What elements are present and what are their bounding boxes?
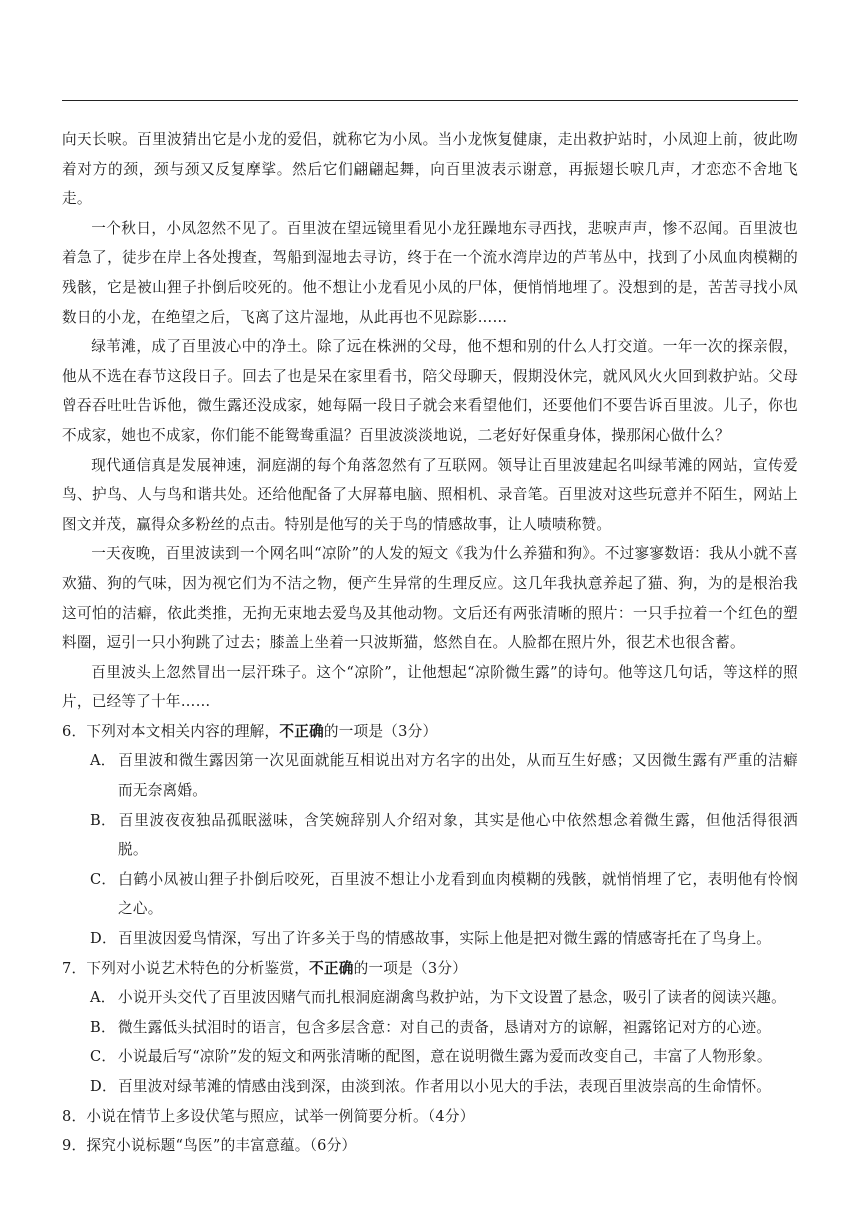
question-emphasis: 不正确 — [279, 722, 324, 740]
question-text: 探究小说标题“鸟医”的丰富意蕴。（6分） — [86, 1137, 357, 1155]
option-d — [62, 924, 798, 954]
option-text: 白鹤小凤被山狸子扑倒后咬死，百里波不想让小龙看到血肉模糊的残骸，就悄悄埋了它，表明他有怜悯之心。 — [118, 870, 798, 918]
option-letter: B． — [90, 811, 116, 829]
option-a — [62, 983, 798, 1013]
header-rule — [62, 100, 798, 101]
question-7 — [62, 954, 798, 1102]
question-stem — [62, 1131, 798, 1161]
question-number: 7． — [62, 959, 87, 977]
option-b — [62, 806, 798, 865]
option-c — [62, 865, 798, 924]
option-letter: C． — [90, 1048, 117, 1066]
question-number: 9． — [62, 1137, 87, 1155]
question-number: 6． — [62, 722, 87, 740]
option-letter: B． — [90, 1018, 116, 1036]
question-tail: 的一项是（3分） — [353, 959, 468, 977]
option-list — [62, 746, 798, 953]
option-a — [62, 746, 798, 805]
question-6 — [62, 717, 798, 954]
option-letter: A． — [90, 989, 116, 1007]
option-list — [62, 983, 798, 1101]
question-stem — [62, 954, 798, 984]
passage-paragraph: 向天长唳。百里波猜出它是小龙的爱侣，就称它为小凤。当小龙恢复健康，走出救护站时，小凤迎上前，彼此吻着对方的颈，颈与颈又反复摩挲。然后它们翩翩起舞，向百里波表示谢意，再振翅长唳几声，才恋恋不舍地飞走。 — [62, 131, 798, 208]
option-c — [62, 1042, 798, 1072]
question-stem — [62, 1102, 798, 1132]
option-text: 百里波夜夜独品孤眠滋味，含笑婉辞别人介绍对象，其实是他心中依然想念着微生露，但他活得很洒脱。 — [118, 811, 798, 859]
option-text: 小说最后写“凉阶”发的短文和两张清晰的配图，意在说明微生露为爱而改变自己，丰富了人物形象。 — [118, 1048, 772, 1066]
passage-paragraph: 现代通信真是发展神速，洞庭湖的每个角落忽然有了互联网。领导让百里波建起名叫绿苇滩的网站，宣传爱鸟、护鸟、人与鸟和谐共处。还给他配备了大屏幕电脑、照相机、录音笔。百里波对这些玩意并不陌生，网站上图文并茂，赢得众多粉丝的点击。特别是他写的关于鸟的情感故事，让人啧啧称赞。 — [62, 456, 798, 533]
option-letter: D． — [90, 930, 117, 948]
question-tail: 的一项是（3分） — [323, 722, 438, 740]
document-body — [62, 125, 798, 1161]
option-text: 百里波对绿苇滩的情感由浅到深，由淡到浓。作者用以小见大的手法，表现百里波崇高的生命情怀。 — [118, 1078, 772, 1095]
question-8 — [62, 1102, 798, 1132]
option-d — [62, 1072, 798, 1102]
option-b — [62, 1013, 798, 1043]
option-letter: A． — [90, 752, 116, 770]
passage-paragraph: 一天夜晚，百里波读到一个网名叫“凉阶”的人发的短文《我为什么养猫和狗》。不过寥寥数语：我从小就不喜欢猫、狗的气味，因为视它们为不洁之物，便产生异常的生理反应。这几年我执意养起了猫、狗，为的是根治我这可怕的洁癖，依此类推，无拘无束地去爱鸟及其他动物。文后还有两张清晰的照片：一只手拉着一个红色的塑料圈，逗引一只小狗跳了过去；膝盖上坐着一只波斯猫，悠然自在。人脸都在照片外，很艺术也很含蓄。 — [62, 545, 798, 652]
passage-paragraph: 绿苇滩，成了百里波心中的净土。除了远在株洲的父母，他不想和别的什么人打交道。一年一次的探亲假，他从不选在春节这段日子。回去了也是呆在家里看书，陪父母聊天，假期没休完，就风风火火回到救护站。父母曾吞吞吐吐告诉他，微生露还没成家，她每隔一段日子就会来看望他们，还要他们不要告诉百里波。儿子，你也不成家，她也不成家，你们能不能鸳鸯重温？百里波淡淡地说，二老好好保重身体，操那闲心做什么？ — [62, 338, 798, 444]
question-stem — [62, 717, 798, 747]
question-9 — [62, 1131, 798, 1161]
question-text: 小说在情节上多设伏笔与照应，试举一例简要分析。（4分） — [86, 1107, 475, 1125]
option-letter: C． — [90, 870, 117, 888]
question-number: 8． — [62, 1107, 87, 1125]
option-letter: D． — [90, 1078, 117, 1095]
question-text: 下列对本文相关内容的理解， — [86, 722, 280, 740]
passage-paragraph: 百里波头上忽然冒出一层汗珠子。这个“凉阶”，让他想起“凉阶微生露”的诗句。他等这几句话，等这样的照片，已经等了十年…… — [62, 663, 798, 711]
question-text: 下列对小说艺术特色的分析鉴赏， — [86, 959, 310, 977]
passage — [62, 125, 798, 717]
option-text: 百里波和微生露因第一次见面就能互相说出对方名字的出处，从而互生好感；又因微生露有严重的洁癖而无奈离婚。 — [118, 752, 798, 800]
option-text: 微生露低头拭泪时的语言，包含多层含意：对自己的责备，恳请对方的谅解，袒露铭记对方的心迹。 — [118, 1018, 772, 1036]
question-emphasis: 不正确 — [309, 959, 354, 977]
passage-paragraph: 一个秋日，小凤忽然不见了。百里波在望远镜里看见小龙狂躁地东寻西找，悲唳声声，惨不忍闻。百里波也着急了，徒步在岸上各处搜查，驾船到湿地去寻访，终于在一个流水湾岸边的芦苇丛中，找到了小凤血肉模糊的残骸，它是被山狸子扑倒后咬死的。他不想让小龙看见小凤的尸体，便悄悄地埋了。没想到的是，苦苦寻找小凤数日的小龙，在绝望之后，飞离了这片湿地，从此再也不见踪影…… — [62, 219, 798, 326]
option-text: 小说开头交代了百里波因赌气而扎根洞庭湖禽鸟救护站，为下文设置了悬念，吸引了读者的阅读兴趣。 — [118, 989, 786, 1007]
option-text: 百里波因爱鸟情深，写出了许多关于鸟的情感故事，实际上他是把对微生露的情感寄托在了鸟身上。 — [118, 930, 772, 948]
